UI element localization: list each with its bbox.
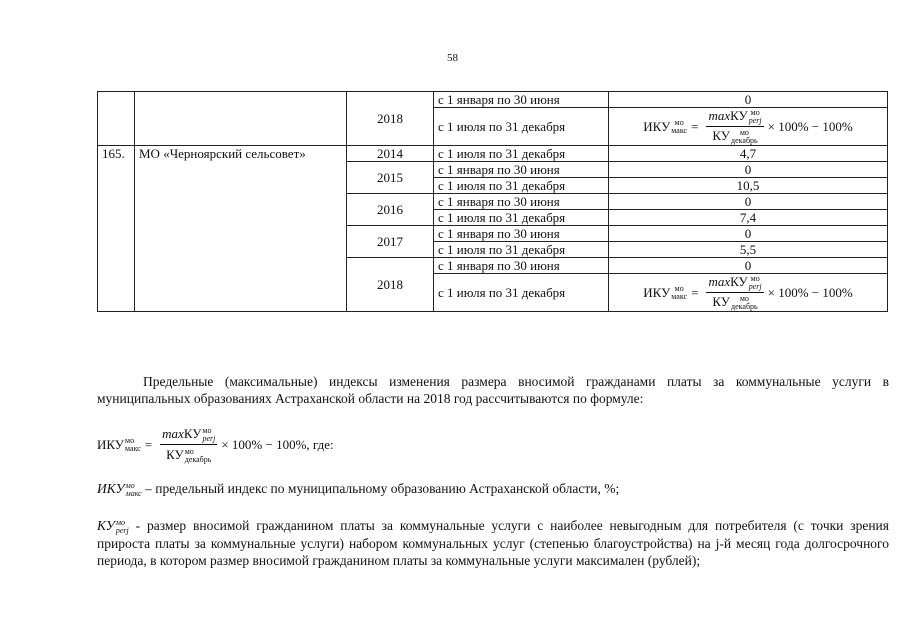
cell-period: с 1 января по 30 июня [434,226,609,242]
formula-ikt: ИКУ [643,285,671,301]
index-formula [643,274,852,311]
formula-ku: КУ [730,108,748,123]
formula-sub: макс [671,291,688,301]
formula-sub: perj [202,434,216,444]
cell-period: с 1 января по 30 июня [434,92,609,108]
def-sup: мо [125,480,135,490]
formula-max: max [708,108,731,123]
formula-sup: мо [202,426,212,436]
def-var: КУ [97,518,115,533]
cell-num-empty [98,92,135,146]
cell-value: 5,5 [609,242,888,258]
cell-period: с 1 июля по 31 декабря [434,242,609,258]
main-formula [97,425,334,464]
formula-ku: КУ [183,426,202,441]
cell-period: с 1 июля по 31 декабря [434,178,609,194]
formula-ikt: ИКУ [97,437,125,453]
formula-tail: × 100% − 100% [767,285,853,301]
def-var: ИКУ [97,481,125,496]
cell-year: 2018 [347,258,434,312]
cell-period: с 1 июля по 31 декабря [434,146,609,162]
formula-sub: декабрь [731,136,758,146]
cell-year: 2014 [347,146,434,162]
cell-formula [609,274,888,312]
tariff-index-table [97,91,888,312]
cell-period: с 1 января по 30 июня [434,162,609,178]
formula-sub: макс [671,125,688,135]
formula-sup: мо [739,128,749,138]
formula-sup: мо [184,447,194,457]
formula-ku: КУ [712,128,731,144]
cell-value: 0 [609,226,888,242]
cell-year: 2018 [347,92,434,146]
cell-year: 2015 [347,162,434,194]
formula-ku: КУ [730,274,748,290]
formula-sup: мо [750,274,760,284]
cell-mo-empty [135,92,347,146]
definition-iku [97,480,889,498]
page-number: 58 [447,52,458,64]
cell-value: 7,4 [609,210,888,226]
cell-entry-number: 165. [98,146,135,312]
formula-eq: = [691,119,699,135]
cell-value: 0 [609,194,888,210]
formula-tail: × 100% − 100% [767,119,853,135]
definition-ku [97,517,889,569]
formula-ikt: ИКУ [643,119,671,135]
cell-formula [609,108,888,146]
cell-value: 0 [609,162,888,178]
def-text: – предельный индекс по муниципальному образованию Астраханской области, %; [141,481,620,496]
cell-period: с 1 января по 30 июня [434,194,609,210]
formula-max: max [708,274,731,290]
intro-paragraph: Предельные (максимальные) индексы изменения размера вносимой гражданами платы за коммунальные услуги в муниципальных образованиях Астраханской области на 2018 год рассчитываются по формуле: [97,374,889,406]
formula-ku: КУ [712,294,731,310]
cell-value: 0 [609,258,888,274]
cell-period: с 1 июля по 31 декабря [434,274,609,312]
formula-block [97,425,889,464]
formula-sup: мо [750,108,760,118]
formula-ku: КУ [166,447,184,463]
formula-sup: мо [674,283,684,293]
formula-sup: мо [674,117,684,127]
formula-sub: perj [748,282,762,292]
cell-value: 0 [609,92,888,108]
formula-sup: мо [739,294,749,304]
formula-sub: декабрь [731,302,758,312]
formula-eq: = [691,285,699,301]
def-sub: макс [125,488,142,498]
cell-year: 2017 [347,226,434,258]
formula-eq: = [144,437,153,453]
formula-tail: × 100% − 100% [221,437,307,453]
index-formula [643,108,852,145]
def-text: - размер вносимой гражданином платы за коммунальные услуги с наиболее невыгодным для потребителя (с точки зрения прироста платы за коммунальные услуги) набором коммунальных услуг (степенью благоустройства) на j-й месяц года долгосрочного периода, в котором размер вносимой гражданином платы за коммунальные услуги максимален (рублей); [97,518,889,568]
def-sup: мо [115,517,125,527]
cell-period: с 1 июля по 31 декабря [434,108,609,146]
formula-sub: макс [125,443,141,453]
formula-sub: perj [748,116,762,126]
formula-sup: мо [125,435,135,445]
formula-max: max [162,426,184,441]
cell-municipality: МО «Черноярский сельсовет» [135,146,347,312]
cell-period: с 1 июля по 31 декабря [434,210,609,226]
def-sub: perj [115,525,129,535]
cell-year: 2016 [347,194,434,226]
cell-value: 10,5 [609,178,888,194]
formula-sub: декабрь [184,455,212,465]
cell-value: 4,7 [609,146,888,162]
formula-where: , где: [306,437,334,453]
cell-period: с 1 января по 30 июня [434,258,609,274]
